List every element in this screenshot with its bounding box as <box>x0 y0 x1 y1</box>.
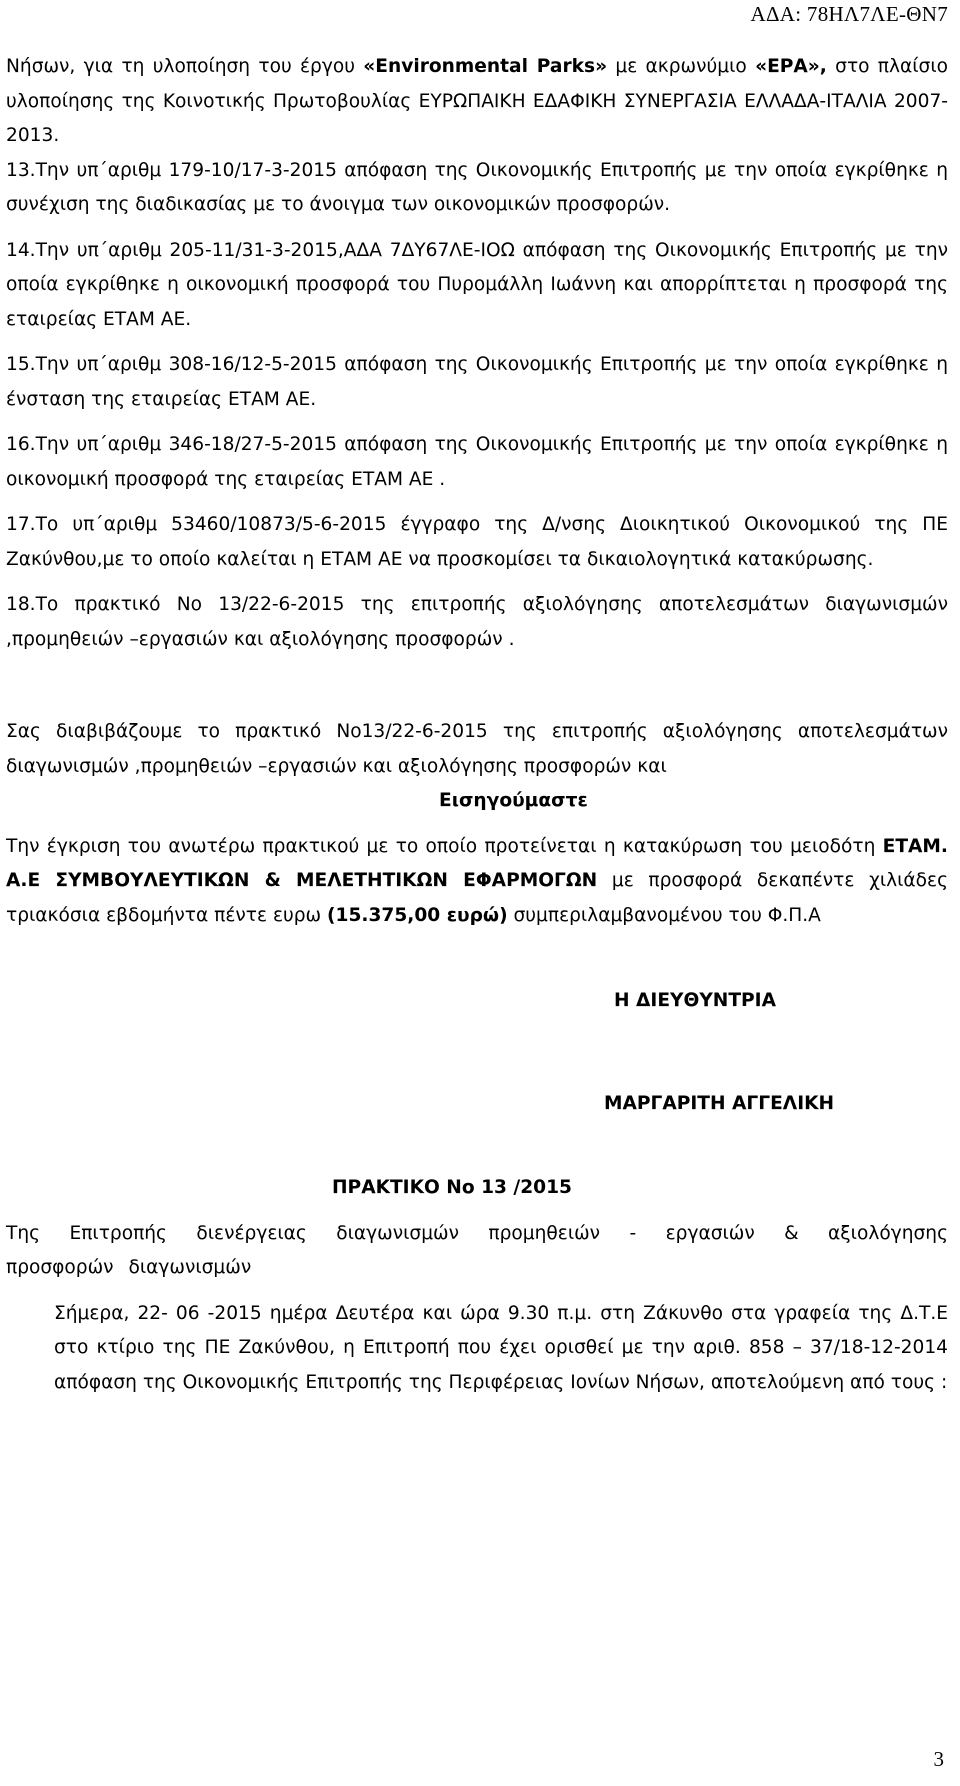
ada-code: ΑΔΑ: 78ΗΛ7ΛΕ-ΘΝ7 <box>750 2 948 26</box>
list-item <box>6 348 948 417</box>
project-name: «Environmental Parks» <box>363 56 608 77</box>
list-item <box>6 154 948 223</box>
minutes-committee: Της Επιτροπής διενέργειας διαγωνισμών προμηθειών - εργασιών & αξιολόγησης προσφορών διαγωνισμών <box>6 1222 948 1278</box>
page-number: 3 <box>933 1747 944 1771</box>
list-item <box>6 588 948 657</box>
forward-paragraph: Σας διαβιβάζουμε το πρακτικό Νο13/22-6-2015 της επιτροπής αξιολόγησης αποτελεσμάτων διαγωνισμών ,προμηθειών –εργασιών και αξιολόγησης προσφορών και <box>6 721 948 777</box>
intro-text-2: με ακρωνύμιο <box>607 56 756 77</box>
approval-text-1: Την έγκριση του ανωτέρω πρακτικού με το οποίο προτείνεται η κατακύρωση του μειοδότη <box>6 835 883 857</box>
item-text: Την υπ΄αριθμ 205-11/31-3-2015,ΑΔΑ 7ΔΥ67ΛΕ-ΙΟΩ απόφαση της Οικονομικής Επιτροπής με την οποία εγκρίθηκε η οικονομική προσφορά του Πυρομάλλη Ιωάννη και απορρίπτεται η προσφορά της εταιρείας ΕΤΑΜ ΑΕ. <box>6 239 948 330</box>
minutes-opening: Σήμερα, 22- 06 -2015 ημέρα Δευτέρα και ώρα 9.30 π.μ. στη Ζάκυνθο στα γραφεία της Δ.Τ.Ε στο κτίριο της ΠΕ Ζακύνθου, η Επιτροπή που έχει ορισθεί με την αριθ. 858 – 37/18-12-2014 απόφαση της Οικονομικής Επιτροπής της Περιφέρειας Ιονίων Νήσων, αποτελούμενη από τους : <box>54 1302 948 1393</box>
signature-name: ΜΑΡΓΑΡΙΤΗ ΑΓΓΕΛΙΚΗ <box>604 1092 835 1114</box>
contractor-name: ΕΤΑΜ. Α.Ε ΣΥΜΒΟΥΛΕΥΤΙΚΩΝ & ΜΕΛΕΤΗΤΙΚΩΝ ΕΦΑΡΜΟΓΩΝ <box>6 835 948 891</box>
item-number: 17. <box>6 514 36 535</box>
list-item <box>6 508 948 577</box>
item-text: Την υπ΄αριθμ 179-10/17-3-2015 απόφαση της Οικονομικής Επιτροπής με την οποία εγκρίθηκε η συνέχιση της διαδικασίας με το άνοιγμα των οικονομικών προσφορών. <box>6 159 948 215</box>
item-text: Την υπ΄αριθμ 308-16/12-5-2015 απόφαση της Οικονομικής Επιτροπής με την οποία εγκρίθηκε η ένσταση της εταιρείας ΕΤΑΜ ΑΕ. <box>6 354 948 410</box>
item-number: 13. <box>6 159 36 181</box>
propose-heading: Εισηγούμαστε <box>439 790 588 811</box>
item-number: 15. <box>6 354 36 375</box>
signature-title: Η ΔΙΕΥΘΥΝΤΡΙΑ <box>614 990 776 1011</box>
intro-paragraph <box>6 50 948 154</box>
approval-text-3: συμπεριλαμβανομένου του Φ.Π.Α <box>507 904 821 926</box>
list-item <box>6 234 948 338</box>
minutes-title: ΠΡΑΚΤΙΚΟ Νο 13 /2015 <box>332 1177 572 1198</box>
intro-text-1: Νήσων, για τη υλοποίηση του έργου <box>6 56 364 77</box>
intro-text-3: στο πλαίσιο υλοποίησης της Κοινοτικής Πρωτοβουλίας ΕΥΡΩΠΑΙΚΗ ΕΔΑΦΙΚΗ ΣΥΝΕΡΓΑΣΙΑ ΕΛΛΑΔΑ-ΙΤΑΛΙΑ 2007-2013. <box>6 56 949 146</box>
document-body <box>6 50 948 1400</box>
item-text: Το υπ΄αριθμ 53460/10873/5-6-2015 έγγραφο της Δ/νσης Διοικητικού Οικονομικού της ΠΕ Ζακύνθου,με το οποίο καλείται η ΕΤΑΜ ΑΕ να προσκομίσει τα δικαιολογητικά κατακύρωσης. <box>6 514 948 570</box>
item-number: 16. <box>6 434 36 455</box>
list-item <box>6 428 948 497</box>
item-number: 18. <box>6 594 36 615</box>
approval-paragraph <box>6 830 948 934</box>
offer-amount: (15.375,00 ευρώ) <box>327 904 508 926</box>
project-acronym: «ΕΡΑ», <box>755 56 827 77</box>
approval-text-2: με προσφορά δεκαπέντε χιλιάδες τριακόσια εβδομήντα πέντε ευρω <box>6 870 949 926</box>
item-text: Το πρακτικό Νο 13/22-6-2015 της επιτροπής αξιολόγησης αποτελεσμάτων διαγωνισμών ,προμηθειών –εργασιών και αξιολόγησης προσφορών . <box>6 594 948 650</box>
item-text: Την υπ΄αριθμ 346-18/27-5-2015 απόφαση της Οικονομικής Επιτροπής με την οποία εγκρίθηκε η οικονομική προσφορά της εταιρείας ΕΤΑΜ ΑΕ . <box>6 434 948 490</box>
item-number: 14. <box>6 239 36 261</box>
